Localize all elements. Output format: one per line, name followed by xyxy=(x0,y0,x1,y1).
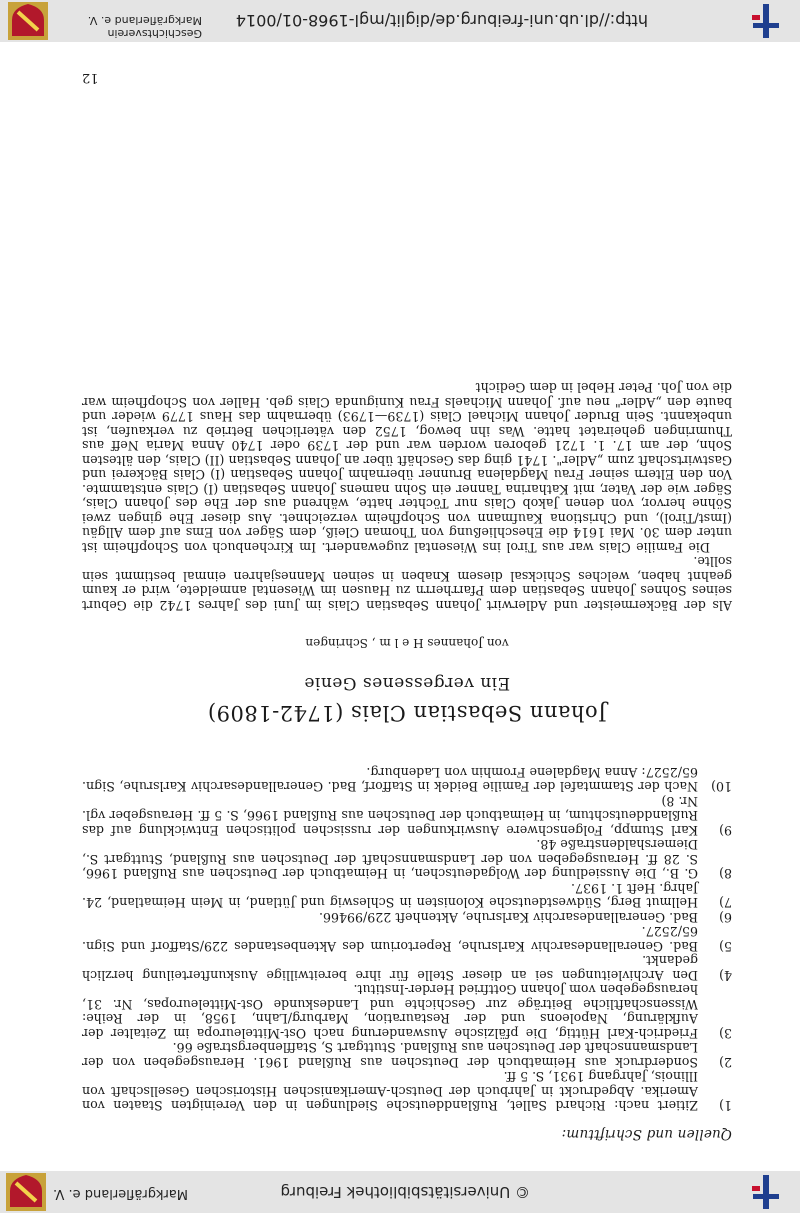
footnote-item xyxy=(82,924,732,953)
footnote-item xyxy=(82,765,732,794)
footnote-number: 4) xyxy=(719,968,732,983)
footnote-text: Sonderdruck aus Heimatbuch der Deutschen aus Rußland 1961. Herausgegeben von der Landsmannschaft der Deutschen aus Rußland. Stuttgart S, Stafflenbergstraße 66. xyxy=(82,1040,698,1070)
page-content xyxy=(82,380,732,1141)
footnote-number: 8) xyxy=(719,866,732,882)
footnote-item xyxy=(82,794,732,838)
university-library-logo-icon xyxy=(750,4,782,38)
society-name-text: Geschichtsverein Markgräflerland e. V. xyxy=(87,14,202,40)
scanned-page xyxy=(0,42,800,1171)
footnote-number: 3) xyxy=(719,1026,732,1041)
university-library-logo-icon xyxy=(750,1175,782,1209)
footnote-item xyxy=(82,982,732,1040)
footnote-item xyxy=(82,881,732,910)
footnote-text: Bad. Generallandesarchiv Karlsruhe, Repertorium des Aktenbestandes 229/Stafforf und Sign. 65/2527. xyxy=(82,924,698,954)
footnote-number: 10) xyxy=(711,779,732,795)
footnote-number: 9) xyxy=(719,823,732,838)
viewer-footer-url xyxy=(0,0,800,42)
footnote-item xyxy=(82,1069,732,1113)
footnote-item xyxy=(82,953,732,982)
footnote-text: Karl Stumpp, Folgenschwere Auswirkungen der russischen politischen Entwicklung auf das Rußlanddeutschtum, in Heimatbuch der Deutschen aus Rußland 1966, S. 5 ff. Herausgeber vgl. Nr. 8) xyxy=(82,794,698,838)
copyright-text: © Universitätsbibliothek Freiburg xyxy=(280,1183,530,1201)
sources-heading: Quellen und Schrifttum: xyxy=(561,1126,732,1142)
society-crest-icon xyxy=(6,1173,46,1211)
footnote-number: 2) xyxy=(719,1055,732,1070)
article-body xyxy=(82,380,732,612)
author-line: von Johannes H e l m , Schringen xyxy=(305,636,509,651)
footnote-text: Friedrich-Karl Hüttig, Die pfälzische Auswanderung nach Ost-Mitteleuropa im Zeitalter der Aufklärung, Napoleons und der Restauration, Marburg/Lahn, 1958, in der Reihe: Wissenschaftliche Beiträge zur Geschichte und Landeskunde Ost-Mitteleuropas, Nr. 31, herausgegeben vom Johann Gottfried Herder-Institut. xyxy=(82,982,698,1041)
footnote-text: Den Archivleitungen sei an dieser Stelle für ihre bereitwillige Auskunfterteilung herzlich gedankt. xyxy=(82,953,698,983)
footnote-text: Hellmut Berg, Südwestdeutsche Kolonisten in Schleswig und Jütland, in Mein Heimatland, 24. Jahrg. Heft 1. 1937. xyxy=(82,881,698,911)
footnote-number: 7) xyxy=(719,895,732,911)
footnote-list xyxy=(82,765,732,1113)
footnote-item xyxy=(82,910,732,925)
footnote-number: 1) xyxy=(719,1098,732,1114)
permalink-url[interactable]: http://dl.ub.uni-freiburg.de/diglit/mgl-1968-01/0014 xyxy=(235,11,648,30)
footnote-number: 6) xyxy=(719,910,732,925)
body-paragraph: Als der Bäckermeister und Adlerwirt Johann Sebastian Clais im Juni des Jahres 1742 die Geburt seines Sohnes Johann Sebastian dem Pfarrherrn zu Hausen im Wiesental anmeldete, wird er kaum geahnt haben, welches Schicksal diesem Knaben in seinen Mannesjahren einmal bestimmt sein sollte. xyxy=(82,554,732,613)
footnote-item xyxy=(82,1040,732,1069)
footnote-number: 5) xyxy=(719,939,732,954)
body-paragraph: Die Familie Clais war aus Tirol ins Wiesental zugewandert. Im Kirchenbuch von Schopfheim ist unter dem 30. Mai 1614 die Eheschließung von Thoman Cleiß, dem Säger von Ems auf dem Allgäu (Imst/Tirol), und Christiona Kaufmann von Schopfheim verzeichnet. Aus dieser Ehe gingen zwei Söhne hervor, von denen Jakob Clais nur Töchter hatte, während aus der Ehe des Johann Clais, Säger wie der Vater, mit Katharina Tanner ein Sohn namens Johann Sebastian (I) Clais entstammte. Von den Eltern seiner Frau Magdalena Brunner übernahm Johann Sebastian (I) Clais Bäckerei und Gastwirtschaft zum „Adler". 1741 ging das Geschäft über an Johann Sebastian (II) Clais, den ältesten Sohn, der am 17. 1. 1721 geboren worden war und der 1739 oder 1740 Anna Maria Neff aus Thumringen geheiratet hatte. Was ihn bewog, 1752 den väterlichen Betrieb zu verkaufen, ist unbekannt. Sein Bruder Johann Michael Clais (1739—1793) übernahm das Haus 1779 wieder und baute den „Adler" neu auf. Johann Michaels Frau Kunigunda Clais geb. Haller von Schopfheim war die von Joh. Peter Hebel in dem Gedicht xyxy=(82,380,732,555)
page-number: 12 xyxy=(82,70,99,85)
society-name-text: Markgräflerland e. V. xyxy=(53,1186,188,1201)
footnote-text: G. B., Die Aussiedlung der Wolgadeutschen, in Heimatbuch der Deutschen aus Rußland 1966, S. 28 ff. Herausgegeben von der Landsmannschaft der Deutschen aus Rußland, Stuttgart S., Diemershaldenstraße 48. xyxy=(82,837,698,882)
article-subtitle: Ein vergessenes Genie xyxy=(303,673,511,694)
footnote-text: Nach der Stammtafel der Familie Beidek in Stafforf, Bad. Generallandesarchiv Karlsruhe, Sign. 65/2527: Anna Magdalene Fromhin von Ladenburg. xyxy=(82,765,698,795)
footnote-item xyxy=(82,837,732,881)
footnote-text: Bad. Generallandesarchiv Karlsruhe, Aktenheft 229/99466. xyxy=(318,910,698,925)
footnote-text: Zitiert nach: Richard Sallet, Rußlanddeutsche Siedlungen in den Vereinigten Staaten von Amerika. Abgedruckt in Jahrbuch der Deutsch-Amerikanischen Historischen Gesellschaft von Illinois, Jahrgang 1931, S. 5 ff. xyxy=(82,1069,698,1114)
viewer-footer-copyright xyxy=(0,1171,800,1213)
article-title: Johann Sebastian Clais (1742-1809) xyxy=(207,701,607,726)
society-crest-icon xyxy=(8,2,48,40)
